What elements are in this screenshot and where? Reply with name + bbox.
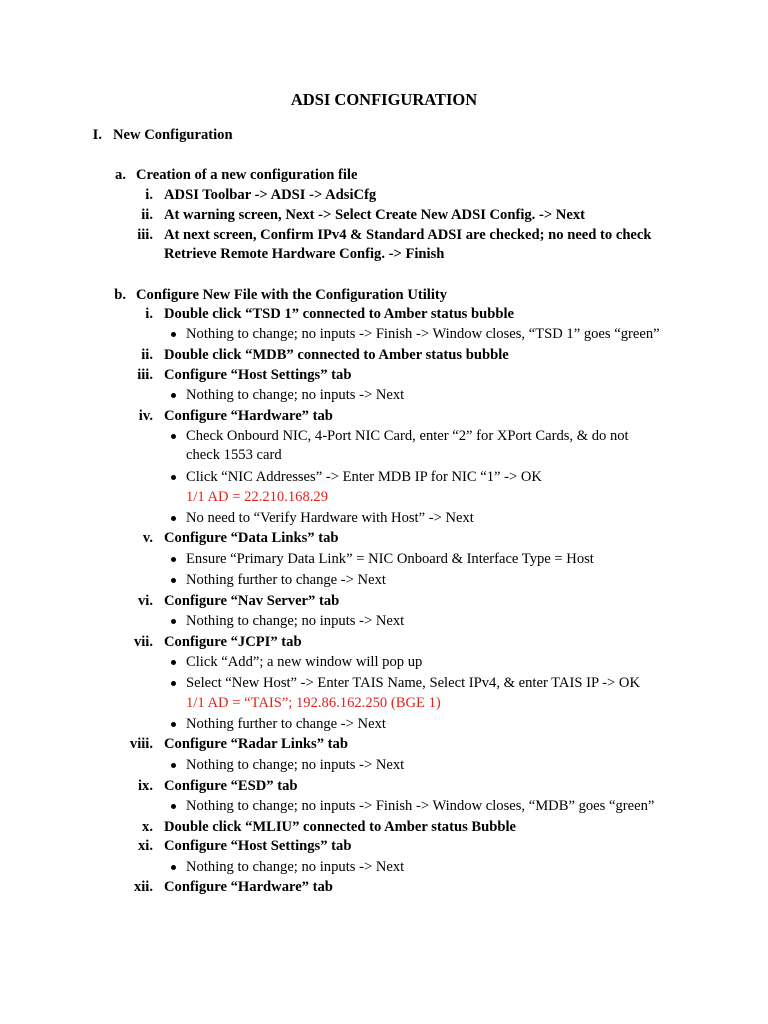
bullet-text: Nothing further to change -> Next [186,572,386,588]
bullet-text: No need to “Verify Hardware with Host” -> Next [186,510,474,526]
step-number: x. [142,819,153,835]
step-text: Configure “Host Settings” tab [164,838,352,854]
bullet-icon [171,578,176,583]
bullet-text: Click “NIC Addresses” -> Enter MDB IP for NIC “1” -> OK [186,469,542,485]
step-text-continued: Retrieve Remote Hardware Config. -> Finish [164,246,445,262]
bullet-icon [171,722,176,727]
bullet-icon [171,681,176,686]
page-title: ADSI CONFIGURATION [290,90,478,109]
bullet-text: Nothing to change; no inputs -> Next [186,613,405,629]
step-number: ii. [141,207,153,223]
bullet-icon [171,619,176,624]
bullet-text: Check Onbourd NIC, 4-Port NIC Card, enter “2” for XPort Cards, & do not [186,428,629,444]
step-text: Double click “MDB” connected to Amber status bubble [164,347,509,363]
bullet-text: Ensure “Primary Data Link” = NIC Onboard & Interface Type = Host [186,551,594,567]
step-text: Double click “TSD 1” connected to Amber status bubble [164,306,515,322]
step-text: Configure “Data Links” tab [164,530,339,546]
ip-note: 1/1 AD = 22.210.168.29 [186,489,329,505]
step-number: iii. [137,227,153,243]
step-text: At next screen, Confirm IPv4 & Standard ADSI are checked; no need to check [164,227,652,243]
bullet-text: Nothing to change; no inputs -> Next [186,757,405,773]
step-number: vii. [133,634,153,650]
step-text: Configure “Hardware” tab [164,879,333,895]
step-text: Configure “Nav Server” tab [164,593,340,609]
step-number: vi. [138,593,153,609]
subsection-b-heading: Configure New File with the Configuration Utility [136,287,448,303]
bullet-text: Select “New Host” -> Enter TAIS Name, Select IPv4, & enter TAIS IP -> OK [186,675,640,691]
step-text: Configure “JCPI” tab [164,634,302,650]
bullet-icon [171,660,176,665]
bullet-text: Nothing to change; no inputs -> Finish -> Window closes, “TSD 1” goes “green” [186,326,660,342]
bullet-text: Click “Add”; a new window will pop up [186,654,423,670]
subsection-b-number: b. [114,287,126,303]
step-number: v. [142,530,153,546]
bullet-icon [171,865,176,870]
step-text: Configure “ESD” tab [164,778,298,794]
bullet-text: Nothing further to change -> Next [186,716,386,732]
step-text: Configure “Host Settings” tab [164,367,352,383]
bullet-text: Nothing to change; no inputs -> Next [186,387,405,403]
bullet-icon [171,804,176,809]
subsection-a-number: a. [115,167,126,183]
step-number: i. [145,306,153,322]
step-number: xii. [133,879,153,895]
step-number: ii. [141,347,153,363]
bullet-icon [171,434,176,439]
step-number: xi. [138,838,153,854]
section-number: I. [92,127,102,143]
subsection-a-heading: Creation of a new configuration file [136,167,358,183]
step-number: ix. [138,778,153,794]
ip-note: 1/1 AD = “TAIS”; 192.86.162.250 (BGE 1) [186,695,441,711]
bullet-text: Nothing to change; no inputs -> Finish -> Window closes, “MDB” goes “green” [186,798,655,814]
bullet-text: Nothing to change; no inputs -> Next [186,859,405,875]
section-heading: New Configuration [113,127,233,143]
bullet-icon [171,763,176,768]
bullet-text-continued: check 1553 card [186,447,282,463]
bullet-icon [171,516,176,521]
step-text: At warning screen, Next -> Select Create New ADSI Config. -> Next [164,207,585,223]
step-number: iii. [137,367,153,383]
bullet-icon [171,393,176,398]
step-number: viii. [129,736,153,752]
step-text: Double click “MLIU” connected to Amber status Bubble [164,819,517,835]
bullet-icon [171,557,176,562]
step-text: Configure “Hardware” tab [164,408,333,424]
step-text: ADSI Toolbar -> ADSI -> AdsiCfg [164,187,377,203]
step-text: Configure “Radar Links” tab [164,736,348,752]
bullet-icon [171,475,176,480]
bullet-icon [171,332,176,337]
step-number: iv. [138,408,153,424]
step-number: i. [145,187,153,203]
